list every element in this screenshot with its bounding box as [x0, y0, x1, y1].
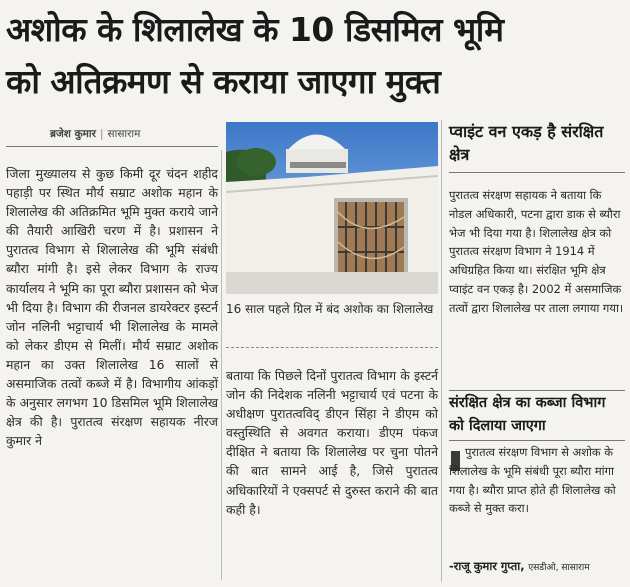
inscription-photo-illustration [226, 122, 438, 294]
photo-caption: 16 साल पहले ग्रिल में बंद अशोक का शिलालेख [226, 302, 434, 316]
sidebar-subheading-rule [449, 440, 625, 441]
byline-separator: | [99, 128, 104, 140]
caption-rule [226, 347, 438, 348]
quote-role: एसडीओ, सासाराम [528, 563, 590, 573]
byline-author: ब्रजेश कुमार [50, 128, 96, 140]
sidebar-heading: प्वाइंट वन एकड़ है संरक्षित क्षेत्र [449, 122, 604, 164]
column-divider-2 [441, 120, 442, 582]
sidebar-section-rule [449, 390, 625, 391]
headline-line-1: अशोक के शिलालेख के 10 डिसमिल भूमि [6, 10, 504, 49]
article-photo [226, 122, 438, 294]
column-divider-1 [221, 150, 222, 580]
byline-rule [6, 146, 218, 147]
headline [6, 4, 626, 108]
headline-line-2: को अतिक्रमण से कराया जाएगा मुक्त [6, 62, 441, 101]
article-column-2: बताया कि पिछले दिनों पुरातत्व विभाग के इस्टर्न जोन की निदेशक नलिनी भट्टाचार्य एवं पटना के अधीक्षण पुरातत्वविद् डीएन सिंहा ने डीएम को वस्तुस्थिति से अवगत कराया। डीएम पंकज दीक्षित ने बताया कि शिलालेख पर चुना पोतने की बात सामने आई है, जिसे पुरातत्व अधिकारियों ने एक्सपर्ट से दुरुस्त कराने की बात कही है। [226, 368, 438, 517]
sidebar-subheading: संरक्षित क्षेत्र का कब्जा विभाग को दिलाया जाएगा [449, 395, 606, 434]
sidebar-heading-rule [449, 172, 625, 173]
sidebar-text-1: पुरातत्व संरक्षण सहायक ने बताया कि नोडल अधिकारी, पटना द्वारा डाक से ब्यौरा भेज भी दिया गया है। शिलालेख क्षेत्र को पुरातत्व संरक्षण विभाग ने 1914 में अधिग्रहित किया था। संरक्षित भूमि क्षेत्र प्वाइंट वन एकड़ है। 2002 में असमाजिक तत्वों द्वारा शिलालेख पर ताला लगाया गया। [449, 188, 624, 315]
quote-name: -राजू कुमार गुप्ता, [449, 559, 525, 573]
quote-attribution [449, 559, 627, 574]
article-column-1: जिला मुख्यालय से कुछ किमी दूर चंदन शहीद पहाड़ी पर स्थित मौर्य सम्राट अशोक महान के शिलालेख की अतिक्रमित भूमि मुक्त कराये जाने की तैयारी आखिरी चरण में है। प्रशासन ने पुरातत्व विभाग से शिलालेख की भूमि संबंधी ब्यौरा मांगी है। इसे लेकर विभाग के राज्य कार्यालय ने भूमि का पूरा ब्यौरा प्रशासन को भेज भी दिया है। विभाग की रीजनल डायरेक्टर इस्टर्न जोन नलिनी भट्टाचार्य भी शिलालेख के मामले को लेकर डीएम से मिलीं। मौर्य सम्राट अशोक महान का उक्त शिलालेख 16 सालों से असमाजिक तत्वों कब्जे में है। विभागीय आंकड़ों के अनुसार लगभग 10 डिसमिल भूमि शिलालेख क्षेत्र की है। पुरातत्व संरक्षण सहायक नीरज कुमार ने [6, 166, 218, 449]
byline-location: सासाराम [107, 128, 141, 140]
byline [50, 127, 140, 141]
sidebar-text-2: पुरातत्व संरक्षण विभाग से अशोक के शिलालेख के भूमि संबंधी पूरा ब्यौरा मांगा गया है। ब्यौरा प्राप्त होते ही शिलालेख को कब्जे से मुक्त करा। [449, 445, 616, 516]
